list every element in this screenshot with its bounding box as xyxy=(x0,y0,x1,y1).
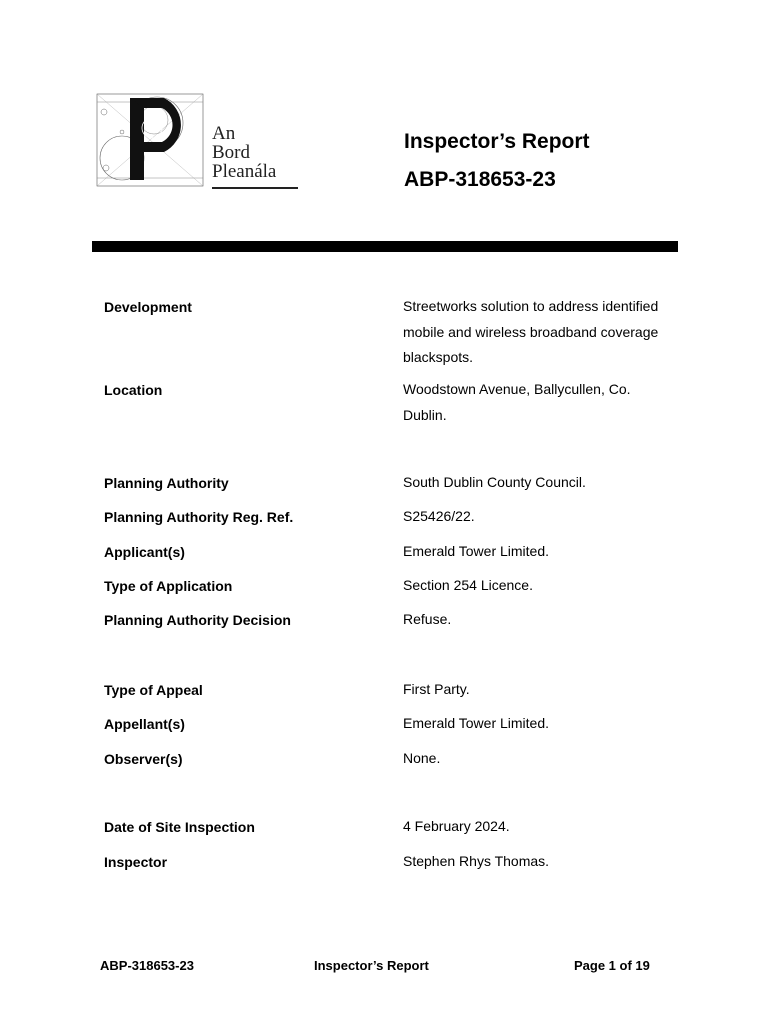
label-planning-authority: Planning Authority xyxy=(104,475,229,491)
footer-title: Inspector’s Report xyxy=(314,958,429,973)
label-type-of-application: Type of Application xyxy=(104,578,233,594)
value-applicants: Emerald Tower Limited. xyxy=(403,543,550,559)
label-type-of-appeal: Type of Appeal xyxy=(104,682,203,698)
logo-wordmark xyxy=(212,124,276,181)
label-inspector: Inspector xyxy=(104,854,168,870)
report-reference: ABP-318653-23 xyxy=(404,168,556,191)
value-pa-reg-ref: S25426/22. xyxy=(403,508,475,524)
label-pa-decision: Planning Authority Decision xyxy=(104,612,291,628)
value-planning-authority: South Dublin County Council. xyxy=(403,474,586,490)
report-title: Inspector’s Report xyxy=(404,130,590,153)
label-location: Location xyxy=(104,382,163,398)
label-pa-reg-ref: Planning Authority Reg. Ref. xyxy=(104,509,294,525)
label-date-of-inspection: Date of Site Inspection xyxy=(104,819,255,835)
logo-p-emblem-icon xyxy=(92,88,210,192)
value-pa-decision: Refuse. xyxy=(403,611,452,627)
value-appellants: Emerald Tower Limited. xyxy=(403,715,550,731)
logo-line-bord: Bord xyxy=(212,142,250,163)
value-date-of-inspection: 4 February 2024. xyxy=(403,818,510,834)
label-observers: Observer(s) xyxy=(104,751,183,767)
value-inspector: Stephen Rhys Thomas. xyxy=(403,853,550,869)
value-observers: None. xyxy=(403,750,441,766)
logo-line-pleanala: Pleanála xyxy=(212,161,277,182)
value-type-of-application: Section 254 Licence. xyxy=(403,577,533,593)
value-development: Streetworks solution to address identified mobile and wireless broadband coverage blackspots. xyxy=(403,298,659,365)
label-appellants: Appellant(s) xyxy=(104,716,185,732)
logo-underline xyxy=(212,187,298,189)
label-applicants: Applicant(s) xyxy=(104,544,185,560)
logo-line-an: An xyxy=(212,123,236,144)
an-bord-pleanala-logo xyxy=(92,88,302,192)
header-divider xyxy=(92,241,678,252)
value-location: Woodstown Avenue, Ballycullen, Co. Dublin. xyxy=(403,381,631,423)
footer-page-number: Page 1 of 19 xyxy=(574,958,650,973)
label-development: Development xyxy=(104,299,192,315)
value-type-of-appeal: First Party. xyxy=(403,681,470,697)
footer-reference: ABP-318653-23 xyxy=(100,958,194,973)
